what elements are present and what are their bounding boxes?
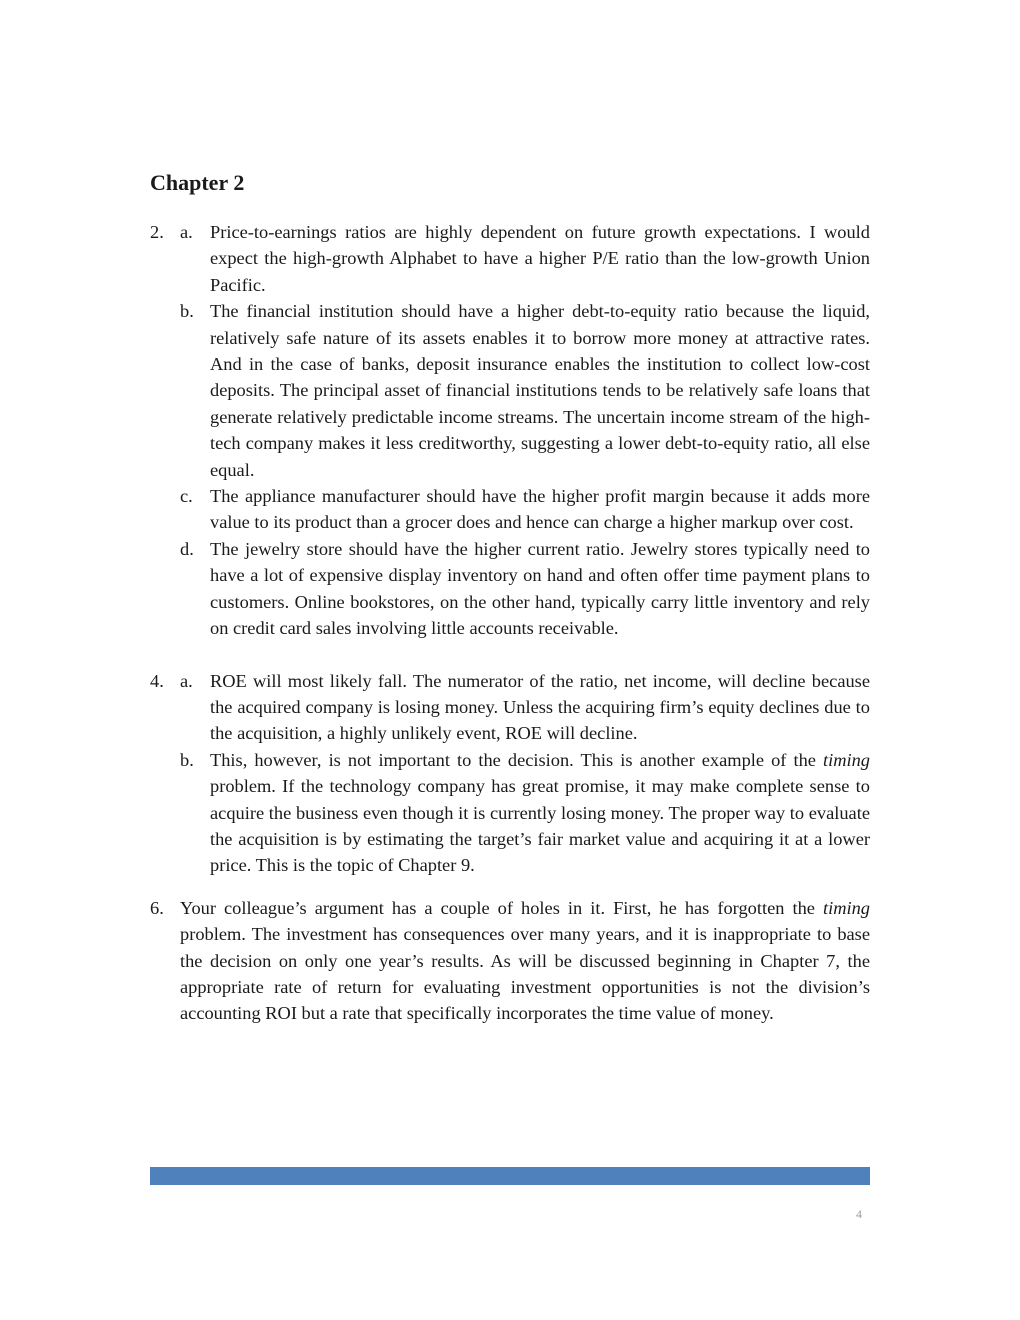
emphasis-timing: timing xyxy=(822,749,870,770)
part-text: The financial institution should have a higher debt-to-equity ratio because the liquid, relatively safe nature of its assets enables it to borrow more money at attractive rates. And in the case of banks, deposit insurance enables the institution to collect low-cost deposits. The principal asset of financial institutions tends to be relatively safe loans that generate relatively predictable income streams. The uncertain income stream of the high-tech company makes it less creditworthy, suggesting a lower debt-to-equity ratio, all else equal. xyxy=(210,301,870,480)
emphasis-timing: timing xyxy=(822,897,870,918)
part-text: Price-to-earnings ratios are highly dependent on future growth expectations. I would expect the high-growth Alphabet to have a higher P/E ratio than the low-growth Union Pacific. xyxy=(210,222,870,295)
problem-2-part-b xyxy=(150,298,870,483)
problem-number: 2. xyxy=(150,222,164,242)
problem-2-part-c xyxy=(150,483,870,536)
answers-content xyxy=(150,219,870,1027)
part-text: The appliance manufacturer should have the higher profit margin because it adds more value to its product than a grocer does and hence can charge a higher markup over cost. xyxy=(210,486,870,533)
part-text: This, however, is not important to the decision. This is another example of the timing problem. If the technology company has great promise, it may make complete sense to acquire the business even though it is currently losing money. The proper way to evaluate the acquisition is by estimating the target’s fair market value and acquiring it at a lower price. This is the topic of Chapter 9. xyxy=(210,749,870,876)
part-text: ROE will most likely fall. The numerator of the ratio, net income, will decline because the acquired company is losing money. Unless the acquiring firm’s equity declines due to the acquisition, a highly unlikely event, ROE will decline. xyxy=(210,670,870,744)
part-letter: b. xyxy=(180,301,194,322)
problem-number: 4. xyxy=(150,670,164,691)
part-letter: b. xyxy=(180,749,194,770)
problem-2-part-d xyxy=(150,536,870,642)
part-letter: d. xyxy=(180,538,194,559)
part-text: The jewelry store should have the higher current ratio. Jewelry stores typically need to have a lot of expensive display inventory on hand and often offer time payment plans to customers. Online bookstores, on the other hand, typically carry little inventory and rely on credit card sales involving little accounts receivable. xyxy=(210,538,870,639)
part-letter: a. xyxy=(180,222,193,242)
problem-4 xyxy=(150,668,870,879)
footer-bar xyxy=(150,1167,870,1185)
page-number: 4 xyxy=(856,1207,862,1221)
chapter-title: Chapter 2 xyxy=(150,170,245,195)
problem-6-text: Your colleague’s argument has a couple of holes in it. First, he has forgotten the timing problem. The investment has consequences over many years, and it is inappropriate to base the decision on only one year’s results. As will be discussed beginning in Chapter 7, the appropriate rate of return for evaluating investment opportunities is not the division’s accounting ROI but a rate that specifically incorporates the time value of money. xyxy=(180,897,870,1024)
problem-4-part-b xyxy=(150,747,870,879)
part-letter: a. xyxy=(180,670,193,691)
problem-2 xyxy=(150,219,870,642)
problem-6 xyxy=(150,895,870,1027)
problem-4-part-a xyxy=(150,668,870,747)
problem-2-part-a xyxy=(150,219,870,298)
problem-number: 6. xyxy=(150,897,164,918)
part-letter: c. xyxy=(180,486,193,507)
document-page xyxy=(150,0,870,1320)
